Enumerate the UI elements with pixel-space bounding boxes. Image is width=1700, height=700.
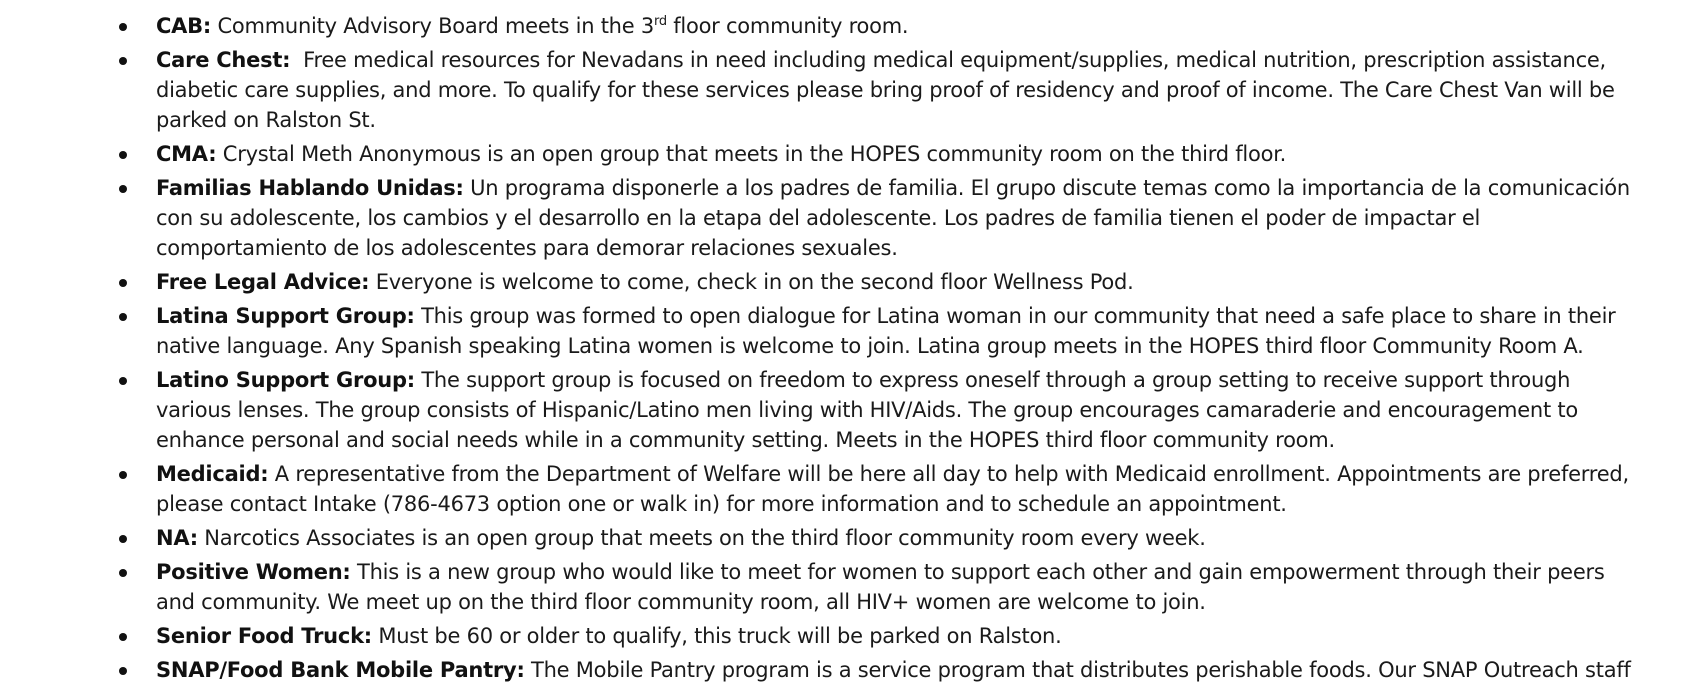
bullet-icon	[118, 621, 130, 651]
item-text: The Mobile Pantry program is a service program that distributes perishable foods. Our SNAP Outreach staff	[524, 658, 1631, 682]
list-item-senior-food-truck	[0, 621, 1700, 651]
item-text: Must be 60 or older to qualify, this truck will be parked on Ralston.	[371, 624, 1062, 648]
item-term: Free Legal Advice:	[156, 270, 370, 294]
list-item-latina-support-group	[0, 301, 1700, 361]
list-item-na	[0, 523, 1700, 553]
item-text: A representative from the Department of Welfare will be here all day to help with Medicaid enrollment. Appointments are preferred, please contact Intake (786-4673 option one or walk in) for more information and to schedule an appointment.	[156, 462, 1629, 516]
item-text: Un programa disponerle a los padres de familia. El grupo discute temas como la importancia de la comunicación con su adolescente, los cambios y el desarrollo en la etapa del adolescente. Los padres de familia tienen el poder de impactar el comportamiento de los adolescentes para demorar relaciones sexuales.	[156, 176, 1630, 260]
bullet-icon	[118, 267, 130, 297]
item-term: Familias Hablando Unidas:	[156, 176, 464, 200]
bullet-icon	[118, 365, 130, 395]
bullet-icon	[118, 459, 130, 489]
list-item-snap-food-bank-mobile-pantry	[0, 655, 1700, 685]
item-term: Senior Food Truck:	[156, 624, 372, 648]
list-item-care-chest	[0, 45, 1700, 135]
item-text: Everyone is welcome to come, check in on the second floor Wellness Pod.	[369, 270, 1134, 294]
list-item-latino-support-group	[0, 365, 1700, 455]
list-item-positive-women	[0, 557, 1700, 617]
item-term: Positive Women:	[156, 560, 351, 584]
bullet-icon	[118, 173, 130, 203]
bullet-icon	[118, 655, 130, 685]
bullet-icon	[118, 139, 130, 169]
bullet-icon	[118, 301, 130, 331]
item-text: This group was formed to open dialogue for Latina woman in our community that need a safe place to share in their native language. Any Spanish speaking Latina women is welcome to join. Latina group meets in the HOPES third floor Community Room A.	[156, 304, 1616, 358]
item-text: Free medical resources for Nevadans in need including medical equipment/supplies, medical nutrition, prescription assistance, diabetic care supplies, and more. To qualify for these services please bring proof of residency and proof of income. The Care Chest Van will be parked on Ralston St.	[156, 48, 1622, 132]
ordinal-suffix: rd	[653, 14, 667, 29]
item-text: This is a new group who would like to meet for women to support each other and gain empowerment through their peers and community. We meet up on the third floor community room, all HIV+ women are welcome to join.	[156, 560, 1605, 614]
item-text: Crystal Meth Anonymous is an open group that meets in the HOPES community room on the third floor.	[216, 142, 1287, 166]
item-term: Latino Support Group:	[156, 368, 415, 392]
bullet-icon	[118, 523, 130, 553]
bullet-icon	[118, 11, 130, 41]
item-term: CAB:	[156, 14, 212, 38]
item-term: NA:	[156, 526, 198, 550]
item-term: SNAP/Food Bank Mobile Pantry:	[156, 658, 525, 682]
item-text: The support group is focused on freedom to express oneself through a group setting to receive support through various lenses. The group consists of Hispanic/Latino men living with HIV/Aids. The group encourages camaraderie and encouragement to enhance personal and social needs while in a community setting. Meets in the HOPES third floor community room.	[156, 368, 1578, 452]
item-text: Community Advisory Board meets in the 3	[211, 14, 654, 38]
item-term: Latina Support Group:	[156, 304, 415, 328]
item-term: Medicaid:	[156, 462, 269, 486]
list-item-cma	[0, 139, 1700, 169]
list-item-cab	[0, 11, 1700, 41]
item-text: Narcotics Associates is an open group that meets on the third floor community room every week.	[197, 526, 1206, 550]
services-bullet-list	[0, 11, 1700, 689]
list-item-medicaid	[0, 459, 1700, 519]
bullet-icon	[118, 557, 130, 587]
item-term: CMA:	[156, 142, 217, 166]
bullet-icon	[118, 45, 130, 75]
list-item-free-legal-advice	[0, 267, 1700, 297]
list-item-familias-hablando-unidas	[0, 173, 1700, 263]
item-text-continued: floor community room.	[666, 14, 909, 38]
item-term: Care Chest:	[156, 48, 291, 72]
